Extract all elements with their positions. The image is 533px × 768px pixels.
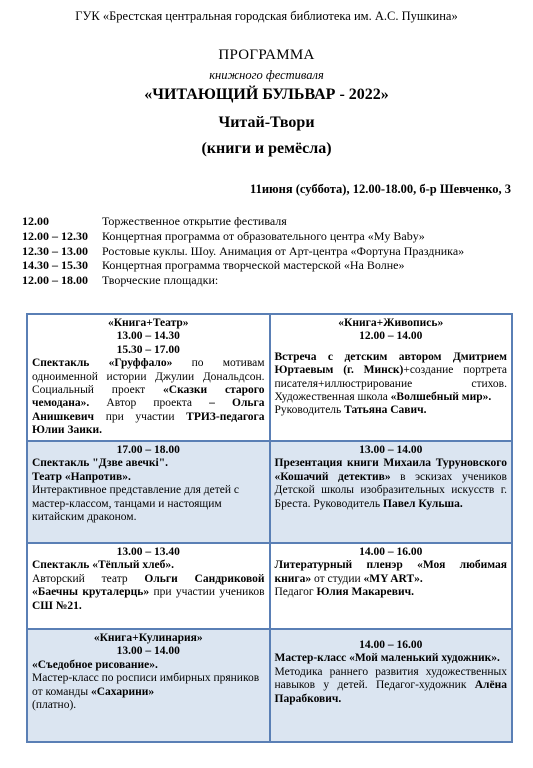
date-line: 11июня (суббота), 12.00-18.00, б-р Шевченко, 3 bbox=[250, 182, 511, 196]
festival-title: «ЧИТАЮЩИЙ БУЛЬВАР - 2022» bbox=[144, 86, 389, 103]
venue-book-presentation bbox=[270, 441, 513, 543]
program-heading: ПРОГРАММА bbox=[218, 47, 315, 63]
venue-time: 13.00 – 14.00 bbox=[359, 444, 423, 456]
schedule-time: 12.00 – 12.30 bbox=[22, 228, 88, 243]
venue-time: 13.00 – 14.00 bbox=[116, 645, 180, 658]
venue-time: 14.00 – 16.00 bbox=[359, 639, 423, 651]
venue-play-warm-bread bbox=[27, 543, 270, 629]
venues-table bbox=[26, 313, 513, 743]
schedule-item bbox=[22, 273, 517, 288]
festival-slogan-sub: (книги и ремёсла) bbox=[201, 140, 332, 157]
venue-leader: Педагог Юлия Макаревич. bbox=[274, 586, 414, 599]
venue-title: «Съедобное рисование». bbox=[32, 658, 158, 671]
venue-time: 17.00 – 18.00 bbox=[116, 444, 180, 456]
venue-little-artist bbox=[270, 629, 513, 742]
venue-description: Мастер-класс по росписи имбирных пряников от команды «Сахарини» bbox=[32, 672, 260, 698]
venue-book-painting bbox=[270, 314, 513, 441]
venue-play-two-sheep bbox=[27, 441, 270, 543]
schedule-item bbox=[22, 214, 517, 229]
venue-time: 12.00 – 14.00 bbox=[359, 330, 423, 343]
venue-description: Методика раннего развития художественных навыков у детей. Педагог-художник Алёна Парабкович. bbox=[274, 665, 507, 705]
schedule-item bbox=[22, 258, 517, 273]
schedule-time: 12.00 bbox=[22, 214, 49, 228]
venue-description: Авторский театр Ольги Сандриковой «Баечны круталерць» при участии учеников СШ №21. bbox=[32, 572, 265, 612]
venue-description: Литературный пленэр «Моя любимая книга» от студии «MY ART». bbox=[274, 559, 507, 585]
schedule-item bbox=[22, 244, 517, 259]
schedule-text: Творческие площадки: bbox=[102, 273, 219, 288]
venue-heading: «Книга+Кулинария» bbox=[93, 632, 203, 644]
venue-description: Встреча с детским автором Дмитрием Юртаевым (г. Минск)+создание портрета писателя+иллюстрирование стихов. Художественная школа «Волшебный мир». bbox=[274, 350, 507, 404]
venue-book-theatre bbox=[27, 314, 270, 441]
schedule-item bbox=[22, 229, 517, 244]
organization-name: ГУК «Брестская центральная городская библиотека им. А.С. Пушкина» bbox=[75, 9, 458, 23]
venue-theatre: Театр «Напротив». bbox=[32, 470, 131, 483]
venue-description: Презентация книги Михаила Туруновского «Кошачий детектив» в эскизах учеников Детской школы изобразительных искусств г. Бреста. Руководитель Павел Кульша. bbox=[274, 457, 507, 510]
festival-slogan: Читай-Твори bbox=[218, 114, 315, 131]
venue-note: (платно). bbox=[32, 699, 77, 712]
schedule-time: 14.30 – 15.30 bbox=[22, 258, 88, 273]
schedule-time: 12.30 – 13.00 bbox=[22, 243, 88, 258]
schedule-list bbox=[22, 214, 517, 288]
venue-description: Спектакль «Груффало» по мотивам одноименной истории Джулии Дональдсон. Социальный проект «Сказки старого чемодана». Автор проекта – Ольга Анишкевич при участии ТРИЗ-педагога Юлии Заики. bbox=[32, 357, 265, 437]
venue-literary-plein-air bbox=[270, 543, 513, 629]
venue-title: Спектакль «Тёплый хлеб». bbox=[32, 559, 174, 572]
venue-time: 13.00 – 14.30 bbox=[116, 330, 180, 343]
venue-heading: «Книга+Театр» bbox=[107, 317, 189, 329]
venue-title: Мастер-класс «Мой маленький художник». bbox=[274, 652, 500, 665]
venue-time: 13.00 – 13.40 bbox=[116, 546, 180, 558]
venue-time: 14.00 – 16.00 bbox=[359, 546, 423, 558]
schedule-text: Концертная программа творческой мастерской «На Волне» bbox=[102, 258, 405, 273]
schedule-time: 12.00 – 18.00 bbox=[22, 273, 88, 288]
venue-time: 15.30 – 17.00 bbox=[116, 343, 180, 356]
venue-title: Спектакль "Дзве авечкі". bbox=[32, 457, 168, 470]
schedule-text: Концертная программа от образовательного центра «My Baby» bbox=[102, 228, 425, 243]
venue-leader: Руководитель Татьяна Савич. bbox=[274, 404, 427, 417]
venue-book-cooking bbox=[27, 629, 270, 742]
schedule-text: Ростовые куклы. Шоу. Анимация от Арт-центра «Фортуна Праздника» bbox=[102, 243, 465, 258]
venue-description: Интерактивное представление для детей с мастер-классом, танцами и настоящим китайским драконом. bbox=[32, 484, 239, 524]
schedule-text: Торжественное открытие фестиваля bbox=[102, 214, 287, 228]
venue-heading: «Книга+Живопись» bbox=[338, 317, 444, 329]
program-subtitle: книжного фестиваля bbox=[209, 68, 324, 82]
